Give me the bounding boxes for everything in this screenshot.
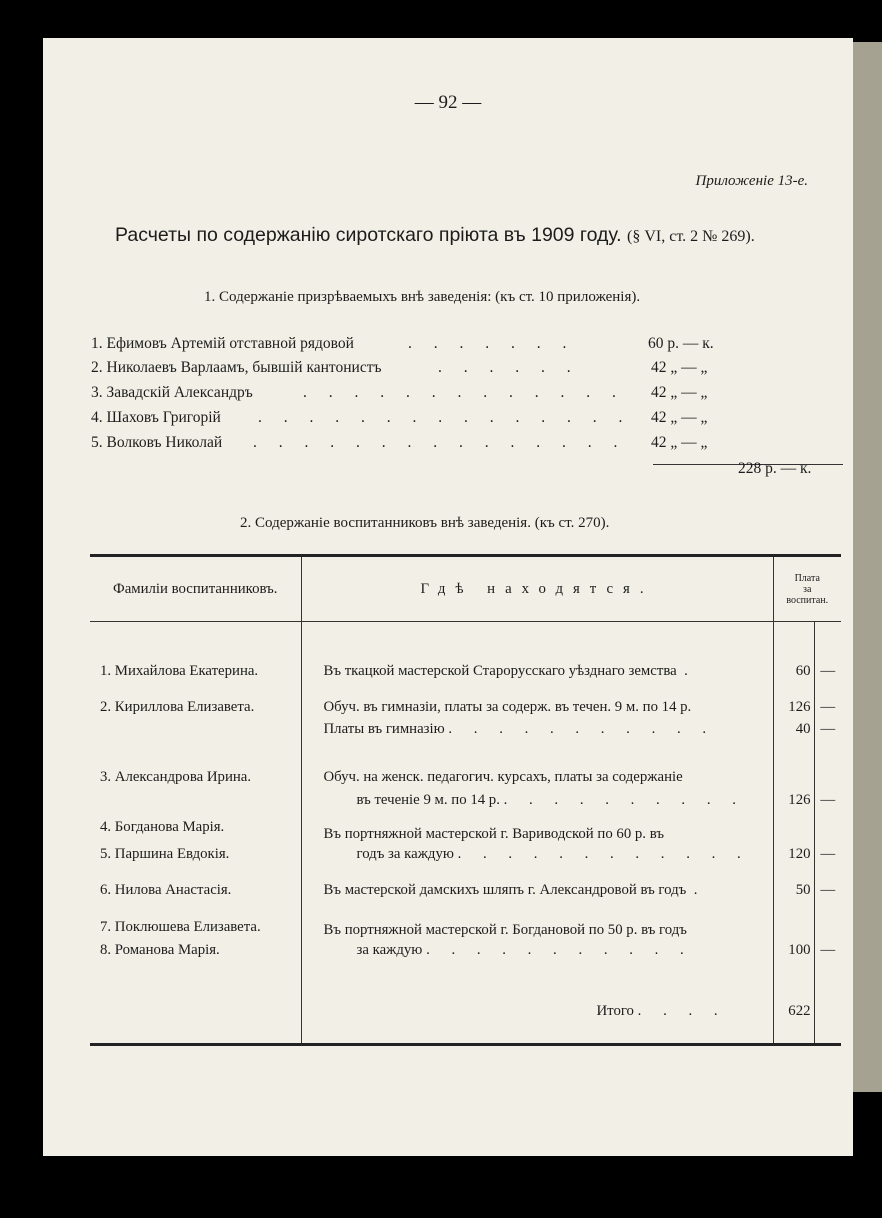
table-row — [90, 917, 841, 939]
pupil-location: Въ портняжной мастерской г. Богдановой по 50 р. въ годъ — [301, 917, 773, 939]
total-label: Итого . . . . — [301, 999, 773, 1025]
fee-kopecks: — — [814, 719, 841, 741]
fee-value: 50 — [773, 879, 814, 903]
table-header-row — [90, 556, 841, 622]
table-row — [90, 719, 841, 741]
list-item-amount: 42 „ — „ — [651, 409, 708, 426]
section1-total: 228 р. — к. — [738, 460, 812, 477]
table-row — [90, 813, 841, 843]
fee-value: 100 — [773, 939, 814, 963]
appendix-label: Приложеніе 13-е. — [695, 173, 808, 189]
table-row — [90, 939, 841, 963]
fee-kopecks: — — [814, 843, 841, 867]
pupil-name: 1. Михайлова Екатерина. — [100, 663, 259, 679]
pupil-name: 7. Поклюшева Елизавета. — [100, 919, 261, 935]
fee-value: 126 — [773, 697, 814, 719]
list-item-amount: 42 „ — „ — [651, 359, 708, 376]
fee-kopecks: — — [814, 939, 841, 963]
list-item-amount: 42 „ — „ — [651, 434, 708, 451]
table-row — [90, 767, 841, 789]
page-number: — 92 — — [414, 92, 482, 113]
pupil-name: 6. Нилова Анастасія. — [100, 882, 232, 898]
fee-value: 60 — [773, 659, 814, 685]
pupil-name: 3. Александрова Ирина. — [100, 769, 252, 785]
pupil-name: 5. Паршина Евдокія. — [100, 846, 230, 862]
list-item-name: 5. Волковъ Николай — [91, 434, 223, 451]
pupil-location: Въ портняжной мастерской г. Вариводской по 60 р. въ — [301, 813, 773, 843]
title-text: Расчеты по содержанію сиротскаго пріюта въ 1909 году. — [115, 224, 622, 246]
dot-leader: . . . . . . . . . . . . . . . — [258, 409, 632, 426]
fee-value: 40 — [773, 719, 814, 741]
title-reference: (§ VI, ст. 2 № 269). — [627, 228, 755, 245]
list-item-name: 3. Завадскій Александръ — [91, 384, 253, 401]
column-header-location: Гдѣ находятся. — [301, 556, 773, 622]
fee-kopecks: — — [814, 697, 841, 719]
fee-value: 120 — [773, 843, 814, 867]
dot-leader: . . . . . . . — [408, 335, 576, 352]
pupil-name: 4. Богданова Марія. — [100, 819, 225, 835]
pupil-location: Въ ткацкой мастерской Старорусскаго уѣзднаго земства . — [301, 659, 773, 685]
pupil-name: 8. Романова Марія. — [100, 942, 220, 958]
fee-value: 126 — [773, 789, 814, 813]
pupil-location: за каждую . . . . . . . . . . . — [301, 939, 773, 963]
table-row — [90, 789, 841, 813]
table-total-row — [90, 999, 841, 1025]
fee-kopecks: — — [814, 789, 841, 813]
section2-heading: 2. Содержаніе воспитанниковъ внѣ заведенія. (къ ст. 270). — [240, 515, 610, 531]
pupil-location: въ теченіе 9 м. по 14 р. . . . . . . . . . . — [301, 789, 773, 813]
dot-leader: . . . . . . . . . . . . . . . — [253, 434, 627, 451]
adjacent-page-edge — [853, 42, 882, 1092]
table-row — [90, 879, 841, 903]
document-page — [43, 38, 853, 1156]
fee-header-line: воспитан. — [786, 594, 829, 606]
pupil-location: годъ за каждую . . . . . . . . . . . . — [301, 843, 773, 867]
column-header-names: Фамиліи воспитанниковъ. — [90, 556, 301, 622]
fee-header-line: Плата — [794, 572, 820, 584]
section1-heading: 1. Содержаніе призрѣваемыхъ внѣ заведенія: (къ ст. 10 приложенія). — [204, 289, 641, 305]
page-title — [115, 224, 755, 247]
table-row — [90, 697, 841, 719]
pupil-name: 2. Кириллова Елизавета. — [100, 699, 255, 715]
dot-leader: . . . . . . . . . . . . . — [303, 384, 625, 401]
column-header-fee — [773, 556, 841, 622]
list-item-name: 1. Ефимовъ Артемій отставной рядовой — [91, 335, 354, 352]
fee-kopecks: — — [814, 659, 841, 685]
total-value: 622 — [773, 999, 814, 1025]
pupil-location: Въ мастерской дамскихъ шляпъ г. Александровой въ годъ . — [301, 879, 773, 903]
fee-kopecks: — — [814, 879, 841, 903]
dot-leader: . . . . . . — [438, 359, 580, 376]
pupil-location: Платы въ гимназію . . . . . . . . . . . — [301, 719, 773, 741]
pupil-location: Обуч. на женск. педагогич. курсахъ, платы за содержаніе — [301, 767, 773, 789]
pupils-table — [90, 554, 841, 1046]
list-item-name: 4. Шаховъ Григорій — [91, 409, 221, 426]
table-row — [90, 659, 841, 685]
list-item-name: 2. Николаевъ Варлаамъ, бывшій кантонистъ — [91, 359, 382, 376]
fee-header-line: за — [803, 583, 812, 595]
list-item-amount: 60 р. — к. — [648, 335, 714, 352]
pupil-location: Обуч. въ гимназіи, платы за содерж. въ течен. 9 м. по 14 р. — [301, 697, 773, 719]
table-row — [90, 843, 841, 867]
list-item-amount: 42 „ — „ — [651, 384, 708, 401]
